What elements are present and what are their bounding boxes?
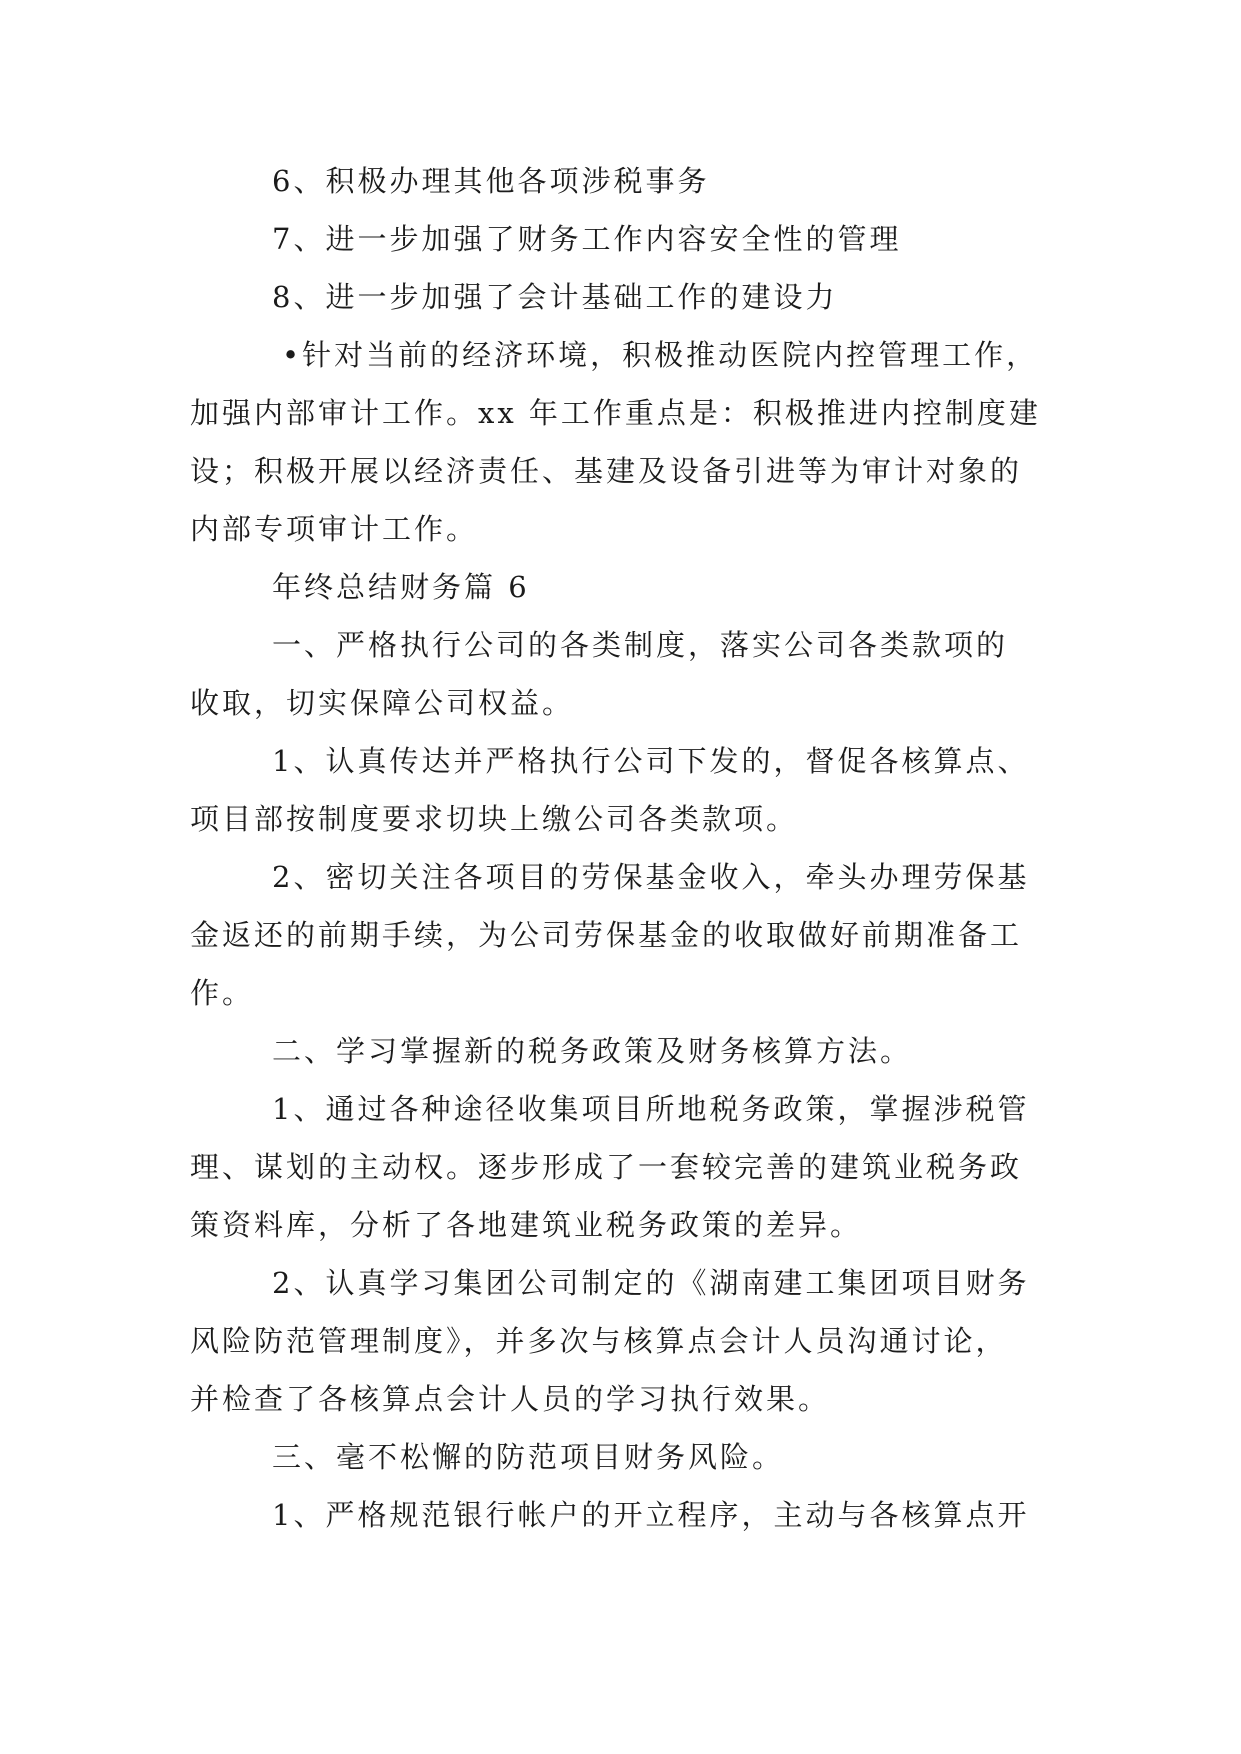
- section-heading: 三、毫不松懈的防范项目财务风险。: [272, 1440, 785, 1474]
- list-item: 7、进一步加强了财务工作内容安全性的管理: [272, 222, 902, 256]
- paragraph-line: 策资料库，分析了各地建筑业税务政策的差异。: [190, 1208, 863, 1242]
- list-item: 2、认真学习集团公司制定的《湖南建工集团项目财务: [272, 1266, 1030, 1300]
- paragraph-line: 并检查了各核算点会计人员的学习执行效果。: [190, 1382, 831, 1416]
- list-item: 8、进一步加强了会计基础工作的建设力: [272, 280, 838, 314]
- paragraph-line: 项目部按制度要求切块上缴公司各类款项。: [190, 802, 799, 836]
- list-item: 1、认真传达并严格执行公司下发的，督促各核算点、: [272, 744, 1030, 778]
- paragraph-line: 作。: [190, 976, 255, 1010]
- section-heading: 年终总结财务篇 6: [272, 570, 530, 604]
- paragraph-line: 收取，切实保障公司权益。: [190, 686, 575, 720]
- list-item: 1、通过各种途径收集项目所地税务政策，掌握涉税管: [272, 1092, 1030, 1126]
- paragraph-line: 内部专项审计工作。: [190, 512, 479, 546]
- bullet-paragraph-line: •针对当前的经济环境，积极推动医院内控管理工作，: [282, 338, 1039, 372]
- paragraph-line: 理、谋划的主动权。逐步形成了一套较完善的建筑业税务政: [190, 1150, 1023, 1184]
- paragraph-line: 金返还的前期手续，为公司劳保基金的收取做好前期准备工: [190, 918, 1023, 952]
- list-item: 2、密切关注各项目的劳保基金收入，牵头办理劳保基: [272, 860, 1030, 894]
- document-body: [190, 152, 1050, 1544]
- section-heading: 一、严格执行公司的各类制度，落实公司各类款项的: [272, 628, 1009, 662]
- paragraph-line: 加强内部审计工作。xx 年工作重点是：积极推进内控制度建: [190, 396, 1041, 430]
- section-heading: 二、学习掌握新的税务政策及财务核算方法。: [272, 1034, 913, 1068]
- paragraph-line: 风险防范管理制度》，并多次与核算点会计人员沟通讨论，: [190, 1324, 1008, 1358]
- list-item: 6、积极办理其他各项涉税事务: [272, 164, 710, 198]
- list-item: 1、严格规范银行帐户的开立程序，主动与各核算点开: [272, 1498, 1030, 1532]
- paragraph-line: 设；积极开展以经济责任、基建及设备引进等为审计对象的: [190, 454, 1023, 488]
